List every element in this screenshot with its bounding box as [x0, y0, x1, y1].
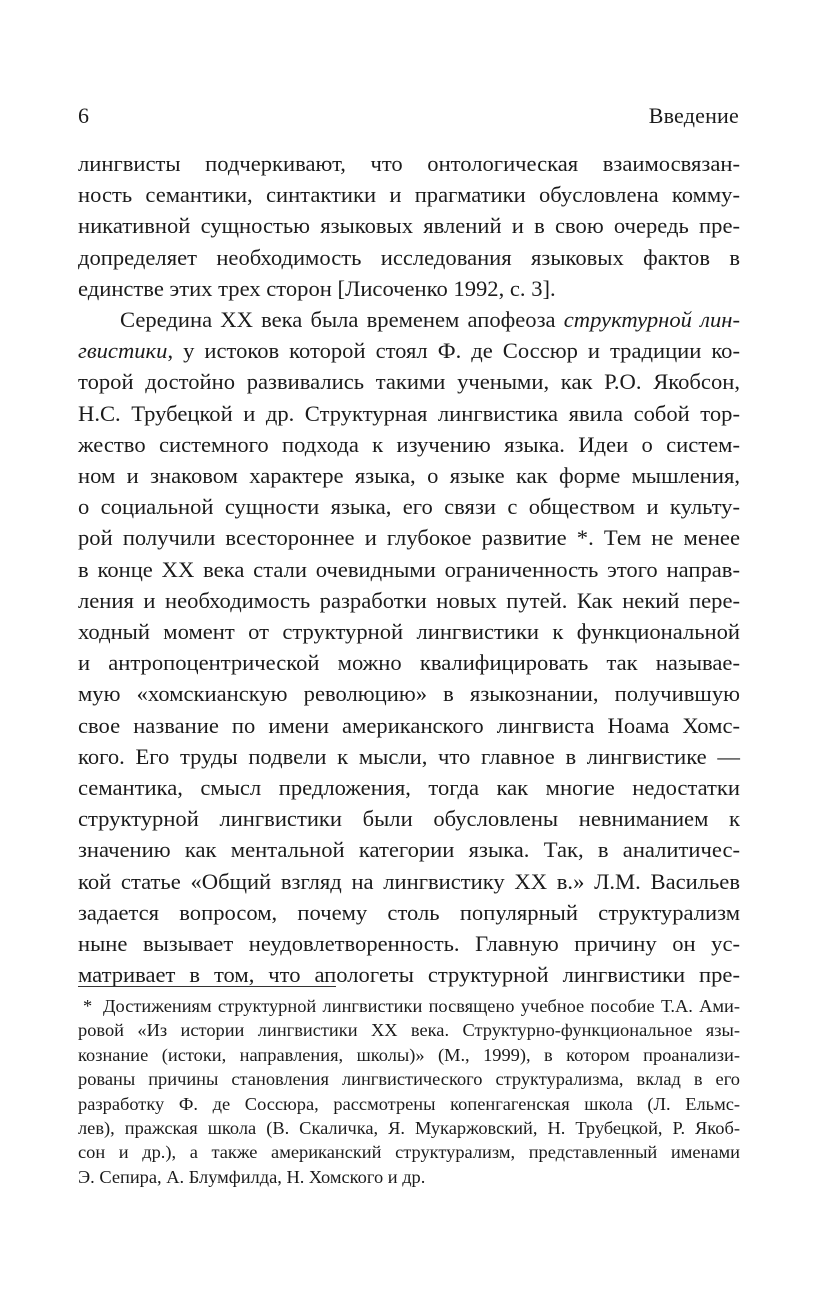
text-line: мую «хомскианскую революцию» в языкознании, получившую: [78, 681, 740, 707]
text-line: Н.С. Трубецкой и др. Структурная лингвистика явила собой тор-: [78, 400, 740, 426]
footnote-line: кознание (истоки, направления, школы)» (М., 1999), в котором проанализи-: [78, 1044, 740, 1065]
text-line: кой статье «Общий взгляд на лингвистику XX в.» Л.М. Васильев: [78, 868, 740, 894]
text-line: единстве этих трех сторон [Лисоченко 1992, с. 3].: [78, 275, 556, 301]
footnote: [78, 994, 740, 1189]
footnote-line: разработку Ф. де Соссюра, рассмотрены копенгагенская школа (Л. Ельмс-: [78, 1093, 740, 1114]
text-line: свое название по имени американского лингвиста Ноама Хомс-: [78, 712, 740, 738]
text-line: ном и знаковом характере языка, о языке как форме мышления,: [78, 463, 740, 489]
text-run: , у истоков которой стоял Ф. де Соссюр и традиции ко-: [167, 338, 740, 364]
italic-term: гвистики: [78, 338, 168, 364]
text-line: допределяет необходимость исследования языковых фактов в: [78, 244, 740, 270]
text-line: [78, 304, 740, 335]
text-line: и антропоцентрической можно квалифицировать так называе-: [78, 650, 740, 676]
page-number: 6: [78, 103, 89, 128]
text-line: лингвисты подчеркивают, что онтологическая взаимосвязан-: [78, 151, 740, 176]
footnote-divider: [78, 986, 336, 987]
footnote-line: ровой «Из истории лингвистики XX века. Структурно-функциональное язы-: [78, 1020, 740, 1041]
paragraph-2: [78, 304, 740, 990]
footnote-line: рованы причины становления лингвистического структурализма, вклад в его: [78, 1069, 740, 1090]
running-title: Введение: [648, 103, 739, 128]
page-header: [78, 101, 739, 131]
text-line: ления и необходимость разработки новых путей. Как некий пере-: [78, 587, 740, 613]
text-line: ность семантики, синтактики и прагматики обусловлена комму-: [78, 182, 740, 208]
footnote-line: Достижениям структурной лингвистики посвящено учебное пособие Т.А. Ами-: [103, 996, 740, 1016]
text-line: ходный момент от структурной лингвистики к функциональной: [78, 619, 740, 645]
paragraph-1: [78, 148, 740, 304]
footnote-line: Э. Сепира, А. Блумфилда, Н. Хомского и др.: [78, 1166, 426, 1187]
text-line: семантика, смысл предложения, тогда как многие недостатки: [78, 775, 740, 801]
text-run: Середина XX века была временем апофеоза: [120, 307, 564, 333]
footnote-line: лев), пражская школа (В. Скаличка, Я. Мукаржовский, Н. Трубецкой, Р. Якоб-: [78, 1118, 740, 1139]
text-line: никативной сущностью языковых явлений и в свою очередь пре-: [78, 213, 740, 239]
text-line: задается вопросом, почему столь популярный структурализм: [78, 899, 740, 925]
text-line: структурной лингвистики были обусловлены невниманием к: [78, 806, 740, 832]
footnote-text: [78, 994, 740, 1189]
text-line: [78, 335, 740, 366]
footnote-marker: *: [83, 996, 93, 1016]
text-line: значению как ментальной категории языка. Так, в аналитичес-: [78, 837, 740, 863]
footnote-line: сон и др.), а также американский структурализм, представленный именами: [78, 1142, 740, 1163]
text-line: матривает в том, что апологеты структурной лингвистики пре-: [78, 962, 740, 988]
main-text: [78, 148, 740, 990]
text-line: ныне вызывает неудовлетворенность. Главную причину он ус-: [78, 931, 740, 957]
text-line: рой получили всестороннее и глубокое развитие *. Тем не менее: [78, 525, 740, 551]
italic-term: структурной лин-: [563, 307, 740, 333]
text-line: о социальной сущности языка, его связи с обществом и культу-: [78, 494, 740, 520]
text-line: торой достойно развивались такими учеными, как Р.О. Якобсон,: [78, 369, 740, 395]
text-line: кого. Его труды подвели к мысли, что главное в лингвистике —: [78, 743, 740, 769]
text-line: жество системного подхода к изучению языка. Идеи о систем-: [78, 431, 740, 457]
text-line: в конце XX века стали очевидными ограниченность этого направ-: [78, 556, 740, 582]
